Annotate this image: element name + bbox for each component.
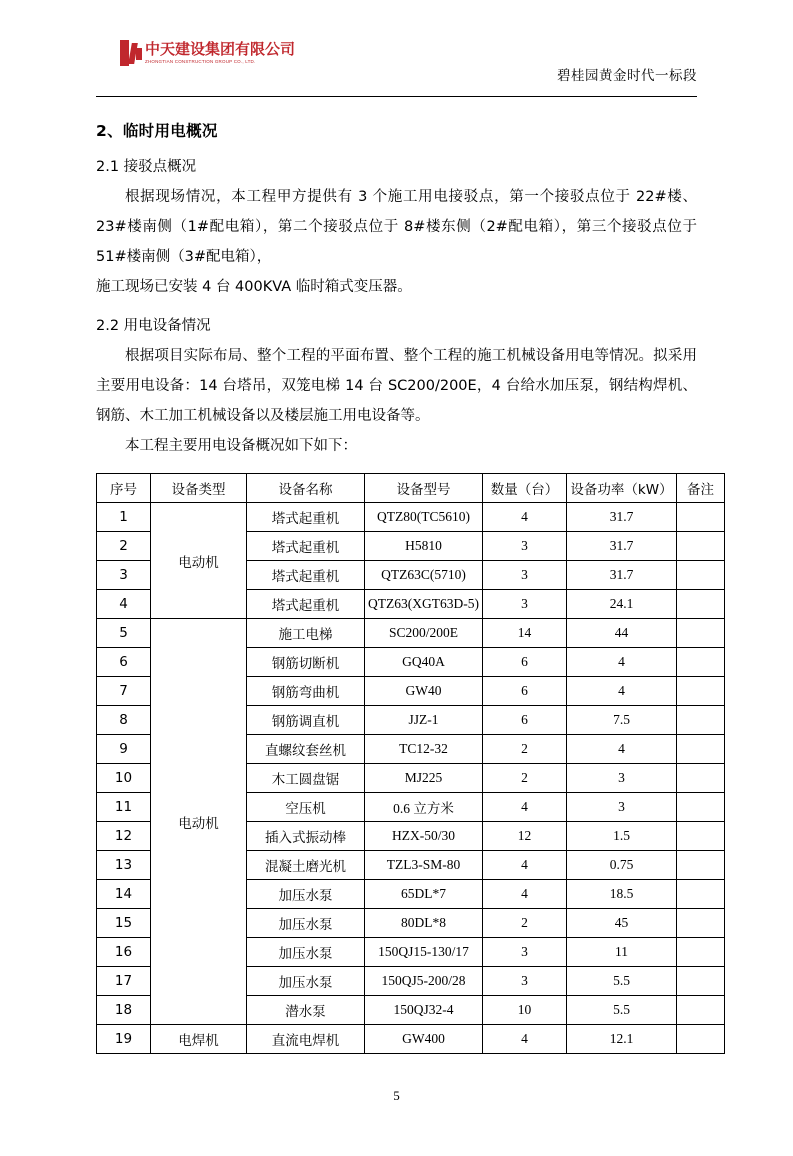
- cell-remark: [677, 677, 725, 706]
- cell-power: 31.7: [567, 561, 677, 590]
- page-title: 2、临时用电概况: [96, 122, 218, 140]
- table-row: [97, 1025, 725, 1054]
- cell-remark: [677, 532, 725, 561]
- cell-power: 12.1: [567, 1025, 677, 1054]
- cell-power: 4: [567, 735, 677, 764]
- cell-model: 150QJ15-130/17: [365, 938, 483, 967]
- cell-remark: [677, 880, 725, 909]
- cell-model: 150QJ32-4: [365, 996, 483, 1025]
- cell-model: GQ40A: [365, 648, 483, 677]
- cell-model: QTZ63(XGT63D-5): [365, 590, 483, 619]
- cell-name: 加压水泵: [247, 938, 365, 967]
- cell-name: 空压机: [247, 793, 365, 822]
- paragraph-2-2-1: 根据项目实际布局、整个工程的平面布置、整个工程的施工机械设备用电等情况。拟采用主要用电设备：14 台塔吊，双笼电梯 14 台 SC200/200E，4 台给水加压泵，钢结构焊机、钢筋、木工加工机械设备以及楼层施工用电设备等。: [96, 348, 697, 424]
- cell-name: 塔式起重机: [247, 532, 365, 561]
- cell-type: 电动机: [151, 503, 247, 619]
- cell-model: SC200/200E: [365, 619, 483, 648]
- cell-qty: 4: [483, 503, 567, 532]
- cell-remark: [677, 909, 725, 938]
- cell-model: TC12-32: [365, 735, 483, 764]
- cell-name: 直流电焊机: [247, 1025, 365, 1054]
- cell-remark: [677, 996, 725, 1025]
- cell-no: 13: [97, 851, 151, 880]
- paragraph-2-2-2: 本工程主要用电设备概况如下如下：: [125, 438, 357, 454]
- cell-power: 18.5: [567, 880, 677, 909]
- cell-qty: 14: [483, 619, 567, 648]
- cell-name: 塔式起重机: [247, 503, 365, 532]
- col-header-type: 设备类型: [151, 474, 247, 503]
- cell-no: 16: [97, 938, 151, 967]
- cell-qty: 6: [483, 706, 567, 735]
- cell-qty: 2: [483, 735, 567, 764]
- cell-remark: [677, 764, 725, 793]
- cell-remark: [677, 503, 725, 532]
- cell-power: 44: [567, 619, 677, 648]
- cell-power: 4: [567, 648, 677, 677]
- cell-model: H5810: [365, 532, 483, 561]
- cell-qty: 3: [483, 561, 567, 590]
- cell-name: 直螺纹套丝机: [247, 735, 365, 764]
- equipment-table: [96, 473, 725, 1054]
- cell-model: 150QJ5-200/28: [365, 967, 483, 996]
- col-header-power: 设备功率（kW）: [567, 474, 677, 503]
- subsection-heading-2-2: 2.2 用电设备情况: [96, 318, 211, 334]
- cell-power: 0.75: [567, 851, 677, 880]
- cell-no: 17: [97, 967, 151, 996]
- cell-qty: 4: [483, 1025, 567, 1054]
- cell-name: 钢筋弯曲机: [247, 677, 365, 706]
- cell-name: 加压水泵: [247, 880, 365, 909]
- cell-remark: [677, 648, 725, 677]
- cell-model: 0.6 立方米: [365, 793, 483, 822]
- company-logo: [120, 40, 295, 66]
- cell-model: QTZ63C(5710): [365, 561, 483, 590]
- cell-no: 2: [97, 532, 151, 561]
- cell-qty: 4: [483, 851, 567, 880]
- cell-power: 31.7: [567, 503, 677, 532]
- cell-name: 塔式起重机: [247, 561, 365, 590]
- subsection-heading-2-1: 2.1 接驳点概况: [96, 159, 197, 175]
- paragraph-2-1-2: 施工现场已安装 4 台 400KVA 临时箱式变压器。: [96, 279, 412, 295]
- cell-no: 15: [97, 909, 151, 938]
- cell-name: 潜水泵: [247, 996, 365, 1025]
- cell-no: 19: [97, 1025, 151, 1054]
- logo-company-name-cn: 中天建设集团有限公司: [145, 40, 296, 58]
- cell-no: 4: [97, 590, 151, 619]
- cell-no: 1: [97, 503, 151, 532]
- document-page: [0, 34, 793, 1156]
- cell-qty: 4: [483, 880, 567, 909]
- cell-name: 钢筋切断机: [247, 648, 365, 677]
- cell-remark: [677, 619, 725, 648]
- cell-qty: 2: [483, 764, 567, 793]
- cell-power: 7.5: [567, 706, 677, 735]
- cell-power: 5.5: [567, 996, 677, 1025]
- cell-qty: 10: [483, 996, 567, 1025]
- cell-name: 塔式起重机: [247, 590, 365, 619]
- cell-model: GW40: [365, 677, 483, 706]
- cell-model: HZX-50/30: [365, 822, 483, 851]
- cell-power: 24.1: [567, 590, 677, 619]
- cell-power: 5.5: [567, 967, 677, 996]
- cell-model: 65DL*7: [365, 880, 483, 909]
- logo-company-name-en: ZHONGTIAN CONSTRUCTION GROUP CO., LTD.: [145, 59, 256, 64]
- cell-no: 3: [97, 561, 151, 590]
- cell-no: 18: [97, 996, 151, 1025]
- cell-power: 45: [567, 909, 677, 938]
- cell-no: 11: [97, 793, 151, 822]
- cell-name: 施工电梯: [247, 619, 365, 648]
- cell-no: 9: [97, 735, 151, 764]
- cell-name: 加压水泵: [247, 909, 365, 938]
- cell-qty: 3: [483, 532, 567, 561]
- header-project-title: 碧桂园黄金时代一标段: [557, 68, 697, 84]
- cell-remark: [677, 1025, 725, 1054]
- cell-qty: 2: [483, 909, 567, 938]
- col-header-qty: 数量（台）: [483, 474, 567, 503]
- cell-remark: [677, 590, 725, 619]
- page-number: 5: [393, 1088, 400, 1103]
- col-header-no: 序号: [97, 474, 151, 503]
- cell-remark: [677, 735, 725, 764]
- table-body: [97, 503, 725, 1054]
- cell-model: QTZ80(TC5610): [365, 503, 483, 532]
- cell-model: MJ225: [365, 764, 483, 793]
- cell-remark: [677, 561, 725, 590]
- cell-qty: 3: [483, 590, 567, 619]
- cell-type: 电动机: [151, 619, 247, 1025]
- cell-qty: 12: [483, 822, 567, 851]
- cell-remark: [677, 938, 725, 967]
- cell-remark: [677, 793, 725, 822]
- cell-name: 加压水泵: [247, 967, 365, 996]
- cell-model: JJZ-1: [365, 706, 483, 735]
- col-header-model: 设备型号: [365, 474, 483, 503]
- cell-model: 80DL*8: [365, 909, 483, 938]
- cell-qty: 3: [483, 967, 567, 996]
- cell-no: 10: [97, 764, 151, 793]
- table-header-row: [97, 474, 725, 503]
- cell-name: 木工圆盘锯: [247, 764, 365, 793]
- logo-mark-icon: [120, 40, 142, 66]
- paragraph-2-1-1: 根据现场情况，本工程甲方提供有 3 个施工用电接驳点，第一个接驳点位于 22#楼、23#楼南侧（1#配电箱），第二个接驳点位于 8#楼东侧（2#配电箱），第三个接驳点位于 51#楼南侧（3#配电箱），: [96, 189, 697, 265]
- cell-remark: [677, 851, 725, 880]
- page-header: [96, 34, 697, 97]
- cell-model: TZL3-SM-80: [365, 851, 483, 880]
- cell-power: 3: [567, 764, 677, 793]
- cell-remark: [677, 822, 725, 851]
- cell-power: 31.7: [567, 532, 677, 561]
- cell-power: 4: [567, 677, 677, 706]
- cell-no: 6: [97, 648, 151, 677]
- col-header-name: 设备名称: [247, 474, 365, 503]
- cell-no: 7: [97, 677, 151, 706]
- cell-name: 钢筋调直机: [247, 706, 365, 735]
- cell-no: 5: [97, 619, 151, 648]
- cell-qty: 6: [483, 648, 567, 677]
- col-header-remark: 备注: [677, 474, 725, 503]
- table-row: [97, 503, 725, 532]
- cell-no: 8: [97, 706, 151, 735]
- table-row: [97, 619, 725, 648]
- cell-name: 插入式振动棒: [247, 822, 365, 851]
- cell-power: 1.5: [567, 822, 677, 851]
- cell-name: 混凝土磨光机: [247, 851, 365, 880]
- cell-qty: 3: [483, 938, 567, 967]
- cell-no: 12: [97, 822, 151, 851]
- cell-type: 电焊机: [151, 1025, 247, 1054]
- cell-power: 3: [567, 793, 677, 822]
- cell-remark: [677, 706, 725, 735]
- cell-qty: 6: [483, 677, 567, 706]
- cell-remark: [677, 967, 725, 996]
- cell-qty: 4: [483, 793, 567, 822]
- cell-no: 14: [97, 880, 151, 909]
- cell-power: 11: [567, 938, 677, 967]
- cell-model: GW400: [365, 1025, 483, 1054]
